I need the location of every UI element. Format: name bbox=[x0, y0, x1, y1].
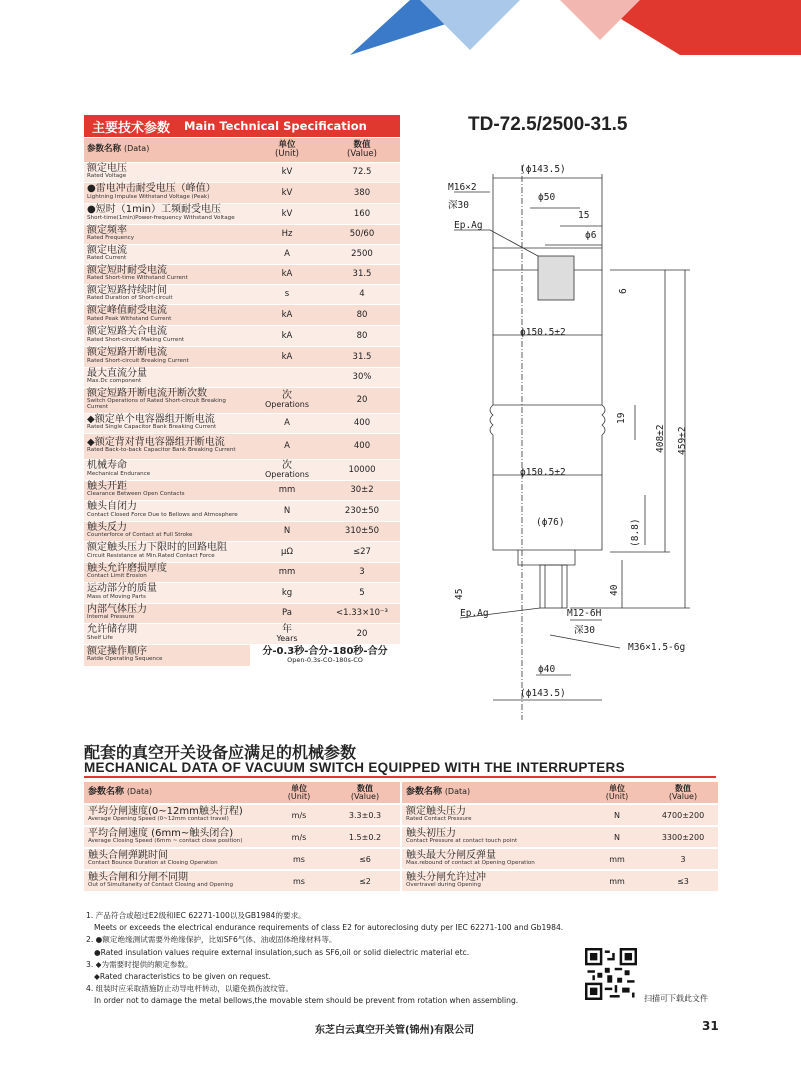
spec-value: 3 bbox=[324, 562, 400, 582]
spec-table bbox=[84, 138, 400, 667]
mech-unit: m/s bbox=[268, 826, 330, 848]
mech-name-en: Average Opening Speed (0~12mm contact travel) bbox=[88, 816, 229, 823]
mech-title-cn: 配套的真空开关设备应满足的机械参数 bbox=[84, 743, 357, 762]
mech-value: 1.5±0.2 bbox=[330, 826, 400, 848]
spec-row bbox=[84, 264, 400, 284]
company-name: 东芝白云真空开关管(锦州)有限公司 bbox=[315, 1025, 475, 1036]
mech-name-cn: 触头合闸弹跳时间 bbox=[88, 849, 168, 861]
spec-unit: μΩ bbox=[281, 546, 293, 557]
spec-title-en: Main Technical Specification bbox=[184, 119, 367, 133]
spec-unit: kg bbox=[281, 587, 293, 598]
spec-name-cn: 额定操作顺序 bbox=[87, 645, 147, 657]
top-insert bbox=[538, 256, 574, 300]
spec-name-cn: 运动部分的质量 bbox=[87, 583, 157, 595]
dim-d40: ϕ40 bbox=[538, 664, 556, 675]
mech-head-unit-en: (Unit) bbox=[605, 791, 629, 801]
spec-unit: s bbox=[284, 289, 290, 299]
spec-name-en: Counterforce of Contact at Full Stroke bbox=[87, 532, 193, 539]
spec-unit: kA bbox=[281, 330, 293, 341]
spec-name-en: Rated Duration of Short-circuit bbox=[87, 295, 173, 302]
spec-value: 50/60 bbox=[324, 224, 400, 244]
spec-row bbox=[84, 304, 400, 325]
dim-d150-upper: ϕ150.5±2 bbox=[520, 327, 566, 338]
spec-name-cn: 机械寿命 bbox=[87, 460, 127, 472]
spec-name-cn: 触头自闭力 bbox=[87, 501, 137, 513]
spec-unit: kV bbox=[281, 208, 293, 219]
spec-name-en: Ratde Operating Sequence bbox=[87, 656, 163, 663]
mech-unit: mm bbox=[586, 870, 648, 892]
spec-name-cn: 额定短路持续时间 bbox=[87, 284, 167, 296]
spec-row-operating-sequence bbox=[84, 644, 400, 666]
mech-name-cn: 平均分闸速度(0~12mm触头行程) bbox=[88, 805, 243, 817]
note-line: 1. 产品符合或超过E2级和IEC 62271-100以及GB1984的要求。 bbox=[86, 911, 306, 920]
mech-head-param-en: (Data) bbox=[126, 786, 153, 796]
mech-head-param: 参数名称 bbox=[88, 786, 125, 797]
spec-name-en: Rated Peak Withstand Current bbox=[87, 315, 172, 322]
note-line: In order not to damage the metal bellows,the movable stem should be prevent from rotation when assembling. bbox=[94, 996, 519, 1006]
spec-value: 380 bbox=[324, 182, 400, 203]
spec-name-cn: 额定电压 bbox=[87, 162, 127, 174]
operating-sequence-value: 分-0.3秒-合分-180秒-合分 bbox=[262, 645, 388, 657]
spec-row bbox=[84, 623, 400, 644]
spec-name-cn: 额定短时耐受电流 bbox=[87, 264, 167, 276]
spec-value: 72.5 bbox=[324, 162, 400, 182]
spec-name-cn: 额定短路关合电流 bbox=[87, 326, 167, 338]
page-number: 31 bbox=[702, 1019, 719, 1033]
spec-row bbox=[84, 346, 400, 367]
spec-unit: kV bbox=[281, 167, 293, 177]
mech-value: 3.3±0.3 bbox=[330, 804, 400, 826]
head-value: 数值 bbox=[353, 140, 371, 151]
spec-name-en: Mass of Moving Parts bbox=[87, 593, 146, 600]
mech-name-cn: 额定触头压力 bbox=[406, 805, 466, 817]
dim-40: 40 bbox=[609, 584, 620, 596]
spec-value: 400 bbox=[324, 413, 400, 433]
dim-d143-top: (ϕ143.5) bbox=[520, 164, 566, 175]
mech-value: 3 bbox=[648, 848, 718, 870]
spec-name-cn: 最大直流分量 bbox=[87, 367, 147, 379]
spec-value: 80 bbox=[324, 304, 400, 325]
spec-name-cn: ●雷电冲击耐受电压（峰值） bbox=[87, 183, 216, 195]
spec-name-cn: 触头反力 bbox=[87, 521, 127, 533]
spec-name-cn: 额定峰值耐受电流 bbox=[87, 305, 167, 317]
mech-name-cn: 触头合闸和分闸不同期 bbox=[88, 871, 188, 883]
mech-name-en: Out of Simultaneity of Contact Closing and Opening bbox=[88, 882, 234, 889]
note-line: ◆Rated characteristics to be given on request. bbox=[94, 972, 271, 982]
dim-m12: M12-6H bbox=[567, 608, 602, 619]
spec-name-cn: ◆额定单个电容器组开断电流 bbox=[87, 413, 215, 425]
spec-unit: Pa bbox=[282, 608, 292, 618]
head-param-en: (Data) bbox=[123, 144, 150, 154]
spec-value: 10000 bbox=[324, 459, 400, 480]
spec-value: 20 bbox=[324, 387, 400, 413]
spec-unit: N bbox=[283, 505, 291, 516]
spec-row bbox=[84, 224, 400, 244]
note-line: 4. 组装时应采取措施防止动导电杆转动，以避免损伤波纹管。 bbox=[86, 984, 294, 994]
dim-d6: ϕ6 bbox=[585, 230, 597, 241]
dim-15: 15 bbox=[578, 210, 590, 221]
mech-value: ≤2 bbox=[330, 870, 400, 892]
spec-value: 5 bbox=[324, 582, 400, 603]
mech-head-value: 数值 bbox=[675, 783, 691, 793]
mech-row bbox=[84, 848, 400, 870]
mech-value: ≤3 bbox=[648, 870, 718, 892]
mech-head-value-en: (Value) bbox=[668, 791, 698, 801]
dim-19: 19 bbox=[616, 412, 627, 424]
dim-8-8: (8.8) bbox=[630, 518, 641, 547]
head-unit: 单位 bbox=[278, 140, 296, 151]
bellow-right bbox=[602, 405, 605, 440]
mech-row bbox=[84, 804, 400, 826]
model-number: TD-72.5/2500-31.5 bbox=[468, 114, 628, 135]
spec-name-cn: 允许储存期 bbox=[87, 624, 137, 636]
spec-row bbox=[84, 182, 400, 203]
spec-row bbox=[84, 203, 400, 224]
spec-row bbox=[84, 387, 400, 413]
dim-408: 408±2 bbox=[655, 424, 666, 453]
spec-name-cn: 触头允许磨损厚度 bbox=[87, 562, 167, 574]
spec-row bbox=[84, 500, 400, 521]
dim-depth30-top: 深30 bbox=[448, 200, 469, 211]
mech-name-cn: 触头最大分闸反弹量 bbox=[406, 849, 496, 861]
spec-value: 31.5 bbox=[324, 346, 400, 367]
spec-value: 4 bbox=[324, 284, 400, 304]
spec-unit: A bbox=[284, 441, 290, 451]
dim-d50: ϕ50 bbox=[538, 192, 556, 203]
spec-name-en: Rated Voltage bbox=[87, 173, 127, 180]
dim-depth30-bottom: 深30 bbox=[574, 625, 595, 636]
head-value-en: (Value) bbox=[347, 148, 377, 159]
bottom-flange bbox=[518, 550, 575, 565]
dim-45: 45 bbox=[454, 588, 465, 600]
note-line: 2. ●额定绝缘测试需要外绝缘保护，比如SF6气体、油或固体绝缘材料等。 bbox=[86, 935, 337, 945]
dim-epag-top: Ep.Ag bbox=[454, 220, 483, 231]
note-line: Meets or exceeds the electrical endurance requirements of class E2 for autoreclosing duty per IEC 62271-100 and Gb1984. bbox=[94, 923, 564, 933]
mech-name-en: Max.rebound of contact at Opening Operation bbox=[406, 860, 535, 867]
mech-name-cn: 触头分闸允许过冲 bbox=[406, 871, 486, 883]
spec-unit: N bbox=[283, 526, 291, 536]
spec-value: 160 bbox=[324, 203, 400, 224]
header-banner bbox=[0, 0, 801, 60]
note-line: 3. ◆为需要时提供的额定参数。 bbox=[86, 959, 193, 969]
mech-head-param-en: (Data) bbox=[444, 786, 471, 796]
mech-value: ≤6 bbox=[330, 848, 400, 870]
spec-name-en: Rated Short-time Withstand Current bbox=[87, 275, 188, 282]
dim-m36: M36×1.5-6g bbox=[628, 642, 686, 653]
spec-unit: 次 bbox=[282, 390, 292, 401]
dim-m16: M16×2 bbox=[448, 182, 477, 193]
spec-value: 400 bbox=[324, 433, 400, 459]
spec-value: 80 bbox=[324, 325, 400, 346]
technical-drawing bbox=[440, 150, 740, 730]
spec-row bbox=[84, 480, 400, 500]
spec-name-en: Short-time(1min)Power-frequency Withstand Voltage bbox=[87, 214, 235, 221]
qr-label: 扫描可下载此文件 bbox=[644, 994, 708, 1003]
spec-row bbox=[84, 603, 400, 623]
head-unit-en: (Unit) bbox=[275, 148, 299, 159]
mech-row bbox=[402, 870, 718, 892]
mech-table-left bbox=[84, 782, 400, 893]
mech-head-unit: 单位 bbox=[291, 783, 307, 793]
spec-row bbox=[84, 562, 400, 582]
spec-name-en: Lightning Impulse Withstand Voltage (Peak) bbox=[87, 193, 210, 200]
mech-name-en: Overtravel during Opening bbox=[406, 882, 481, 889]
bellow-left bbox=[490, 405, 493, 440]
spec-header-bar bbox=[84, 115, 400, 137]
mech-table-head bbox=[402, 782, 718, 804]
mech-unit: N bbox=[586, 826, 648, 848]
spec-row bbox=[84, 413, 400, 433]
spec-unit: mm bbox=[278, 485, 296, 495]
spec-unit-en: Years bbox=[276, 633, 298, 643]
spec-row bbox=[84, 521, 400, 541]
spec-name-en: Circuit Resistance at Min.Rated Contact Force bbox=[87, 552, 215, 559]
lower-body bbox=[493, 440, 602, 550]
mech-unit: ms bbox=[268, 870, 330, 892]
note-line: ●Rated insulation values require external insulation,such as SF6,oil or solid dielectric material etc. bbox=[94, 947, 470, 957]
spec-value: 31.5 bbox=[324, 264, 400, 284]
spec-name-en: Contact Closed Force Due to Bellows and Atmosphere bbox=[87, 511, 238, 518]
spec-value: 230±50 bbox=[324, 500, 400, 521]
mech-row bbox=[402, 848, 718, 870]
spec-name-cn: 额定短路开断电流 bbox=[87, 347, 167, 359]
mech-unit: ms bbox=[268, 848, 330, 870]
spec-unit: 年 bbox=[282, 623, 292, 635]
spec-row bbox=[84, 459, 400, 480]
spec-row bbox=[84, 541, 400, 562]
mech-head-value: 数值 bbox=[357, 783, 373, 793]
spec-value: <1.33×10⁻³ bbox=[324, 603, 400, 623]
mech-value: 3300±200 bbox=[648, 826, 718, 848]
mech-name-cn: 触头初压力 bbox=[406, 827, 456, 839]
spec-name-en: Mechanical Endurance bbox=[87, 470, 151, 477]
mech-table-head bbox=[84, 782, 400, 804]
mech-name-en: Rated Contact Pressure bbox=[406, 816, 472, 823]
mech-name-en: Contact Pressure at contact touch point bbox=[406, 838, 518, 845]
mech-unit: N bbox=[586, 804, 648, 826]
mech-row bbox=[402, 804, 718, 826]
mech-table-right bbox=[402, 782, 718, 893]
spec-name-en: Rated Short-circuit Breaking Current bbox=[87, 357, 189, 364]
spec-unit: kA bbox=[281, 269, 293, 279]
spec-row bbox=[84, 433, 400, 459]
mech-row bbox=[84, 870, 400, 892]
spec-row bbox=[84, 284, 400, 304]
mech-row bbox=[402, 826, 718, 848]
qr-code[interactable] bbox=[585, 948, 637, 1000]
spec-name-en: Clearance Between Open Contacts bbox=[87, 491, 185, 498]
divider bbox=[84, 776, 716, 778]
spec-name-cn: 触头开距 bbox=[87, 480, 127, 492]
spec-name-cn: 额定短路开断电流开断次数 bbox=[87, 387, 207, 399]
dim-d76: (ϕ76) bbox=[536, 517, 565, 528]
spec-value: 30% bbox=[324, 367, 400, 387]
spec-name-en: Contact Limit Erosion bbox=[87, 573, 147, 580]
spec-name-en: Switch Operations of Rated Short-circuit Breaking Current bbox=[87, 398, 226, 411]
spec-value: 30±2 bbox=[324, 480, 400, 500]
mech-head-param: 参数名称 bbox=[406, 786, 443, 797]
spec-row bbox=[84, 582, 400, 603]
spec-unit-en: Operations bbox=[265, 400, 309, 409]
spec-unit: A bbox=[284, 249, 290, 259]
spec-unit: Hz bbox=[281, 229, 293, 239]
spec-value: 2500 bbox=[324, 244, 400, 264]
head-param: 参数名称 bbox=[87, 144, 122, 155]
spec-name-cn: 内部气体压力 bbox=[87, 603, 147, 615]
moving-stem bbox=[540, 565, 567, 608]
spec-name-en: Rated Frequency bbox=[87, 235, 135, 242]
spec-name-cn: 额定电流 bbox=[87, 244, 127, 256]
mech-head-unit-en: (Unit) bbox=[287, 791, 311, 801]
spec-row bbox=[84, 162, 400, 182]
spec-unit: kV bbox=[281, 187, 293, 198]
mech-unit: m/s bbox=[268, 804, 330, 826]
spec-value: 310±50 bbox=[324, 521, 400, 541]
mech-unit: mm bbox=[586, 848, 648, 870]
spec-name-en: Internal Pressure bbox=[87, 614, 135, 621]
mech-head-unit: 单位 bbox=[609, 783, 625, 793]
mech-name-en: Average Closing Speed (6mm ~ contact close position) bbox=[88, 838, 243, 845]
spec-name-en: Shelf Life bbox=[87, 634, 113, 641]
spec-name-en: Max.Dc component bbox=[87, 378, 142, 385]
spec-value: ≤27 bbox=[324, 541, 400, 562]
dim-459: 459±2 bbox=[677, 426, 688, 455]
mech-head-value-en: (Value) bbox=[350, 791, 380, 801]
spec-name-en: Rated Single Capacitor Bank Breaking Current bbox=[87, 424, 217, 431]
spec-table-head bbox=[84, 138, 400, 162]
spec-name-cn: ●短时（1min）工频耐受电压 bbox=[87, 204, 221, 216]
spec-unit: mm bbox=[278, 567, 296, 577]
spec-name-cn: ◆额定背对背电容器组开断电流 bbox=[87, 436, 225, 448]
spec-unit: kA bbox=[281, 309, 293, 320]
spec-row bbox=[84, 325, 400, 346]
spec-unit: A bbox=[284, 418, 290, 428]
notes bbox=[86, 910, 566, 1008]
mech-name-en: Contact Bounce Duration at Closing Operation bbox=[88, 860, 218, 867]
mech-name-cn: 平均合闸速度 (6mm~触头闭合) bbox=[88, 827, 234, 839]
dim-epag-bottom: Ep.Ag bbox=[460, 608, 489, 619]
spec-title-cn: 主要技术参数 bbox=[92, 120, 171, 136]
spec-value: 20 bbox=[324, 623, 400, 644]
spec-row bbox=[84, 244, 400, 264]
spec-row bbox=[84, 367, 400, 387]
spec-name-en: Rated Current bbox=[87, 255, 127, 262]
spec-name-en: Rated Back-to-back Capacitor Bank Breaking Current bbox=[87, 447, 236, 454]
spec-name-en: Rated Short-circuit Making Current bbox=[87, 336, 185, 343]
mech-row bbox=[84, 826, 400, 848]
operating-sequence-value-en: Open-0.3s-CO-180s-CO bbox=[287, 655, 363, 664]
dim-d143-bottom: (ϕ143.5) bbox=[520, 688, 566, 699]
dim-d150-lower: ϕ150.5±2 bbox=[520, 467, 566, 478]
spec-unit: 次 bbox=[282, 459, 292, 471]
mech-title-en: MECHANICAL DATA OF VACUUM SWITCH EQUIPPED WITH THE INTERRUPTERS bbox=[84, 760, 625, 775]
dim-6: 6 bbox=[618, 288, 629, 294]
spec-name-cn: 额定触头压力下限时的回路电阻 bbox=[87, 542, 227, 554]
mech-value: 4700±200 bbox=[648, 804, 718, 826]
spec-unit-en: Operations bbox=[265, 469, 309, 479]
spec-name-cn: 额定频率 bbox=[87, 224, 127, 236]
spec-unit: kA bbox=[281, 351, 293, 362]
